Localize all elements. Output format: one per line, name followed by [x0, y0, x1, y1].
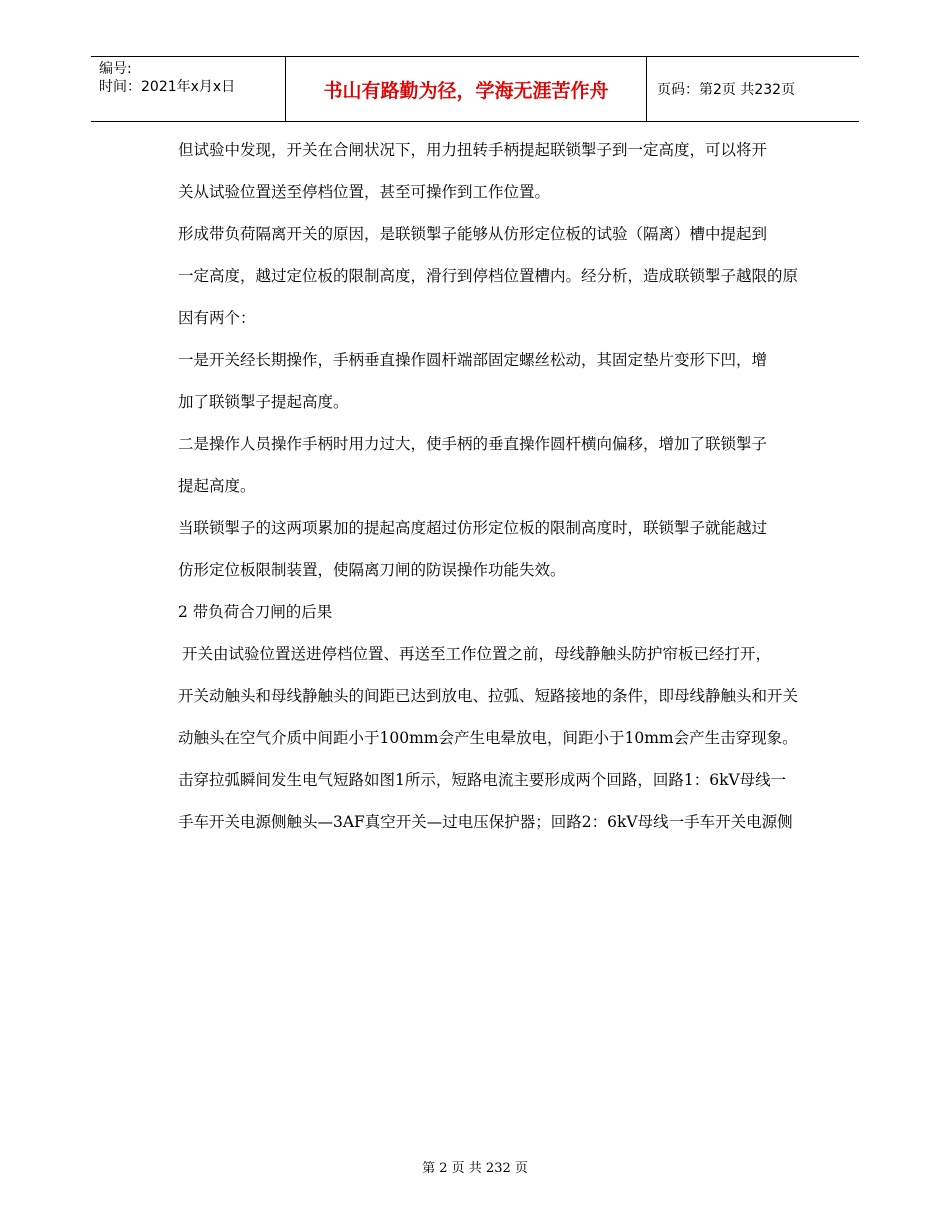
document-body — [140, 138, 820, 852]
paragraph: 动触头在空气介质中间距小于100mm会产生电晕放电，间距小于10mm会产生击穿现象。 — [178, 729, 798, 747]
time-label: 时间：2021年x月x日 — [99, 79, 236, 95]
paragraph: 开关动触头和母线静触头的间距已达到放电、拉弧、短路接地的条件，即母线静触头和开关 — [178, 687, 799, 705]
section-heading: 2 带负荷合刀闸的后果 — [178, 603, 333, 621]
header-motto: 书山有路勤为径，学海无涯苦作舟 — [285, 57, 647, 121]
paragraph: 提起高度。 — [178, 477, 256, 495]
paragraph: 二是操作人员操作手柄时用力过大，使手柄的垂直操作圆杆横向偏移，增加了联锁掣子 — [178, 435, 768, 453]
page-footer: 第 2 页 共 232 页 — [422, 1161, 528, 1176]
paragraph: 形成带负荷隔离开关的原因，是联锁掣子能够从仿形定位板的试验（隔离）槽中提起到 — [178, 225, 768, 243]
paragraph: 一是开关经长期操作，手柄垂直操作圆杆端部固定螺丝松动，其固定垫片变形下凹，增 — [178, 351, 768, 369]
header-page-info: 页码：第2页 共232页 — [657, 82, 796, 98]
paragraph: 手车开关电源侧触头—3AF真空开关—过电压保护器；回路2：6kV母线一手车开关电源侧 — [178, 813, 793, 831]
paragraph: 开关由试验位置送进停档位置、再送至工作位置之前，母线静触头防护帘板已经打开， — [182, 645, 772, 663]
paragraph: 仿形定位板限制装置，使隔离刀闸的防误操作功能失效。 — [178, 561, 566, 579]
paragraph: 因有两个： — [178, 309, 256, 327]
paragraph: 当联锁掣子的这两项累加的提起高度超过仿形定位板的限制高度时，联锁掣子就能越过 — [178, 519, 768, 537]
serial-label: 编号: — [99, 61, 132, 77]
paragraph: 关从试验位置送至停档位置，甚至可操作到工作位置。 — [178, 183, 551, 201]
header-meta — [99, 60, 235, 96]
page-header — [91, 56, 859, 122]
paragraph: 击穿拉弧瞬间发生电气短路如图1所示，短路电流主要形成两个回路，回路1：6kV母线一 — [178, 771, 787, 789]
paragraph: 一定高度，越过定位板的限制高度，滑行到停档位置槽内。经分析，造成联锁掣子越限的原 — [178, 267, 799, 285]
paragraph: 但试验中发现，开关在合闸状况下，用力扭转手柄提起联锁掣子到一定高度，可以将开 — [178, 141, 768, 159]
paragraph: 加了联锁掣子提起高度。 — [178, 393, 349, 411]
